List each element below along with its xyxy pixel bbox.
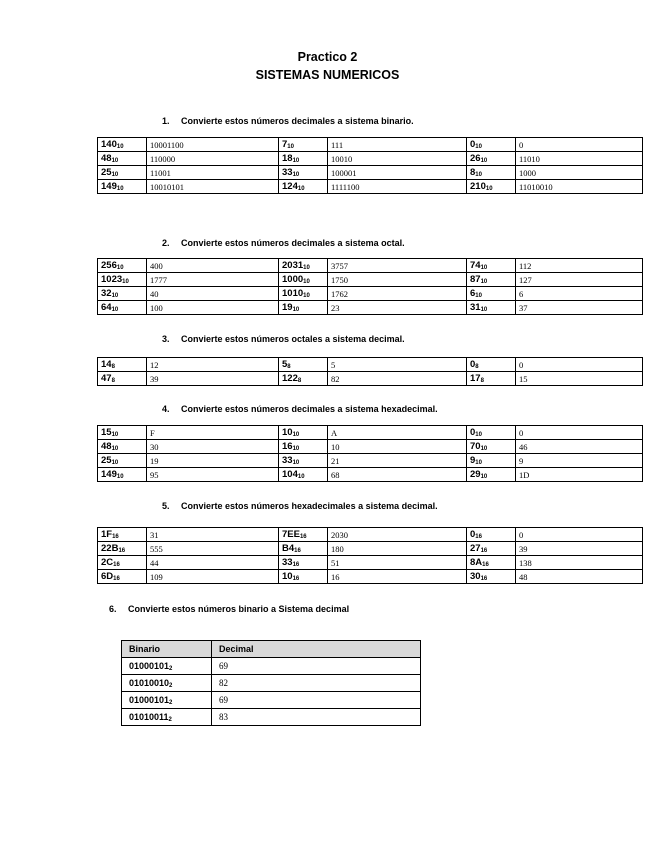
decimal-answer-cell: 69 — [212, 658, 421, 675]
number-value: 32 — [101, 287, 112, 299]
octal-to-decimal-table — [97, 357, 643, 386]
table-row — [98, 426, 643, 440]
table-row — [98, 542, 643, 556]
number-base: 8 — [475, 363, 479, 370]
section-4-heading: 4. Convierte estos números decimales a sistema hexadecimal. — [162, 404, 438, 414]
number-cell — [279, 273, 328, 287]
number-value: 87 — [470, 273, 481, 285]
number-base: 16 — [292, 561, 300, 568]
number-cell — [279, 468, 328, 482]
number-base: 16 — [480, 547, 488, 554]
table-row — [98, 273, 643, 287]
number-value: 1023 — [101, 273, 123, 285]
number-value: 0 — [470, 426, 476, 438]
number-base: 16 — [292, 575, 300, 582]
number-base: 10 — [292, 459, 300, 466]
number-base: 16 — [118, 547, 126, 554]
table-row — [98, 372, 643, 386]
table-header-row — [122, 641, 421, 658]
answer-cell: 15 — [516, 372, 643, 386]
hexadecimal-conversion-table — [97, 425, 643, 482]
binary-number-cell — [122, 658, 212, 675]
answer-cell: 11010010 — [516, 180, 643, 194]
table-row — [98, 468, 643, 482]
number-value: 0 — [470, 138, 476, 150]
number-cell — [98, 273, 147, 287]
number-value: 25 — [101, 454, 112, 466]
number-cell — [279, 426, 328, 440]
number-value: 48 — [101, 440, 112, 452]
answer-cell: 110000 — [147, 152, 279, 166]
number-value: 26 — [470, 152, 481, 164]
number-base: 10 — [475, 431, 482, 438]
number-value: 9 — [470, 454, 476, 466]
number-value: 124 — [282, 180, 298, 192]
number-base: 10 — [292, 157, 300, 164]
answer-cell: 31 — [147, 528, 279, 542]
number-base: 10 — [116, 185, 124, 192]
number-value: 17 — [470, 372, 481, 384]
answer-cell: 400 — [147, 259, 279, 273]
answer-cell: 0 — [516, 358, 643, 372]
number-base: 10 — [480, 278, 488, 285]
table-row — [98, 166, 643, 180]
answer-cell: 109 — [147, 570, 279, 584]
answer-cell: 111 — [328, 138, 467, 152]
number-value: B4 — [282, 542, 295, 554]
binary-value: 01000101 — [129, 661, 170, 671]
number-cell — [467, 138, 516, 152]
number-value: 33 — [282, 166, 293, 178]
page-subtitle: SISTEMAS NUMERICOS — [255, 68, 400, 82]
binary-conversion-table — [97, 137, 643, 194]
octal-conversion-table — [97, 258, 643, 315]
page-title: Practico 2 — [297, 50, 358, 64]
number-base: 10 — [111, 459, 119, 466]
number-base: 8 — [111, 377, 115, 384]
number-base: 10 — [303, 292, 310, 299]
number-base: 10 — [111, 306, 119, 313]
answer-cell: 0 — [516, 528, 643, 542]
number-base: 16 — [482, 561, 489, 568]
number-value: 1F — [101, 528, 113, 540]
section-6-heading: 6. Convierte estos números binario a Sistema decimal — [109, 604, 350, 614]
answer-cell: 1000 — [516, 166, 643, 180]
number-cell — [98, 454, 147, 468]
number-cell — [98, 180, 147, 194]
number-base: 10 — [292, 445, 300, 452]
number-cell — [98, 287, 147, 301]
number-base: 10 — [111, 292, 119, 299]
number-cell — [98, 372, 147, 386]
number-cell — [467, 287, 516, 301]
number-cell — [279, 138, 328, 152]
binary-number-cell — [122, 709, 212, 726]
table-row — [122, 692, 421, 709]
number-value: 30 — [470, 570, 481, 582]
answer-cell: 1111100 — [328, 180, 467, 194]
binary-to-decimal-table — [121, 640, 421, 726]
number-base: 10 — [116, 143, 124, 150]
table-row — [98, 358, 643, 372]
answer-cell: 19 — [147, 454, 279, 468]
number-value: 6D — [101, 570, 114, 582]
number-value: 70 — [470, 440, 481, 452]
answer-cell: 100 — [147, 301, 279, 315]
number-value: 2C — [101, 556, 114, 568]
number-value: 29 — [470, 468, 481, 480]
binary-value: 01010011 — [129, 712, 169, 722]
answer-cell: 112 — [516, 259, 643, 273]
section-1-heading: 1. Convierte estos números decimales a sistema binario. — [162, 116, 414, 126]
number-base: 2 — [169, 666, 173, 672]
answer-cell: 1D — [516, 468, 643, 482]
number-value: 18 — [282, 152, 293, 164]
number-cell — [279, 542, 328, 556]
answer-cell: 68 — [328, 468, 467, 482]
answer-cell: 180 — [328, 542, 467, 556]
answer-cell: F — [147, 426, 279, 440]
answer-cell: 127 — [516, 273, 643, 287]
binary-value: 01000101 — [129, 695, 170, 705]
number-cell — [98, 138, 147, 152]
number-cell — [467, 259, 516, 273]
number-cell — [467, 358, 516, 372]
number-cell — [467, 166, 516, 180]
column-header-binario: Binario — [122, 641, 212, 658]
number-base: 2 — [168, 717, 172, 723]
answer-cell: 12 — [147, 358, 279, 372]
section-5-title: Convierte estos números hexadecimales a sistema decimal. — [181, 501, 438, 511]
answer-cell: 46 — [516, 440, 643, 454]
number-cell — [467, 556, 516, 570]
number-cell — [98, 570, 147, 584]
number-base: 10 — [303, 264, 310, 271]
number-value: 33 — [282, 556, 293, 568]
answer-cell: 3757 — [328, 259, 467, 273]
answer-cell: 9 — [516, 454, 643, 468]
number-value: 104 — [282, 468, 298, 480]
number-base: 16 — [475, 533, 482, 540]
number-cell — [98, 259, 147, 273]
binary-number-cell — [122, 692, 212, 709]
number-cell — [279, 372, 328, 386]
number-cell — [467, 301, 516, 315]
number-value: 1010 — [282, 287, 304, 299]
number-base: 16 — [113, 561, 120, 568]
number-base: 16 — [112, 533, 119, 540]
answer-cell: 138 — [516, 556, 643, 570]
table-row — [122, 675, 421, 692]
table-row — [98, 454, 643, 468]
table-row — [98, 440, 643, 454]
answer-cell: 0 — [516, 426, 643, 440]
number-base: 10 — [475, 171, 482, 178]
number-cell — [467, 152, 516, 166]
number-base: 10 — [292, 306, 300, 313]
number-base: 10 — [116, 473, 124, 480]
number-value: 74 — [470, 259, 481, 271]
table-row — [98, 556, 643, 570]
number-cell — [467, 528, 516, 542]
number-base: 16 — [113, 575, 120, 582]
table-row — [98, 301, 643, 315]
number-cell — [279, 180, 328, 194]
number-cell — [279, 287, 328, 301]
table-row — [98, 287, 643, 301]
number-base: 10 — [111, 157, 119, 164]
answer-cell: 39 — [147, 372, 279, 386]
table-row — [122, 709, 421, 726]
number-base: 10 — [292, 431, 300, 438]
number-value: 8A — [470, 556, 483, 568]
number-base: 16 — [480, 575, 488, 582]
decimal-answer-cell: 83 — [212, 709, 421, 726]
number-base: 10 — [475, 459, 482, 466]
number-base: 10 — [287, 143, 294, 150]
number-cell — [98, 542, 147, 556]
number-value: 19 — [282, 301, 293, 313]
number-cell — [467, 440, 516, 454]
number-cell — [467, 273, 516, 287]
number-value: 25 — [101, 166, 112, 178]
number-value: 0 — [470, 528, 476, 540]
number-cell — [467, 570, 516, 584]
number-base: 10 — [480, 473, 488, 480]
number-base: 16 — [294, 547, 301, 554]
number-base: 10 — [475, 292, 482, 299]
number-base: 10 — [475, 143, 482, 150]
section-3-heading: 3. Convierte estos números octales a sistema decimal. — [162, 334, 405, 344]
number-base: 10 — [297, 473, 305, 480]
number-cell — [279, 570, 328, 584]
number-cell — [279, 528, 328, 542]
number-value: 7EE — [282, 528, 300, 540]
number-cell — [98, 166, 147, 180]
number-value: 27 — [470, 542, 481, 554]
number-value: 15 — [101, 426, 112, 438]
table-row — [98, 138, 643, 152]
number-cell — [279, 259, 328, 273]
number-base: 10 — [122, 278, 129, 285]
number-value: 0 — [470, 358, 476, 370]
section-5-heading: 5. Convierte estos números hexadecimales a sistema decimal. — [162, 501, 438, 511]
answer-cell: 2030 — [328, 528, 467, 542]
section-2-title: Convierte estos números decimales a sistema octal. — [181, 238, 405, 248]
number-value: 210 — [470, 180, 486, 192]
number-base: 10 — [303, 278, 310, 285]
number-value: 22B — [101, 542, 119, 554]
answer-cell: 39 — [516, 542, 643, 556]
number-cell — [98, 440, 147, 454]
answer-cell: 10001100 — [147, 138, 279, 152]
answer-cell: 48 — [516, 570, 643, 584]
decimal-answer-cell: 82 — [212, 675, 421, 692]
answer-cell: 95 — [147, 468, 279, 482]
number-base: 2 — [169, 683, 173, 689]
decimal-answer-cell: 69 — [212, 692, 421, 709]
number-value: 2031 — [282, 259, 304, 271]
number-cell — [98, 152, 147, 166]
number-cell — [279, 440, 328, 454]
number-cell — [98, 358, 147, 372]
number-base: 8 — [480, 377, 484, 384]
number-base: 10 — [116, 264, 124, 271]
answer-cell: 82 — [328, 372, 467, 386]
number-value: 47 — [101, 372, 112, 384]
number-base: 10 — [485, 185, 493, 192]
table-row — [98, 180, 643, 194]
number-cell — [279, 166, 328, 180]
table-row — [98, 570, 643, 584]
answer-cell: 23 — [328, 301, 467, 315]
number-base: 2 — [169, 700, 173, 706]
number-base: 10 — [111, 431, 119, 438]
answer-cell: 1750 — [328, 273, 467, 287]
answer-cell: A — [328, 426, 467, 440]
number-value: 10 — [282, 570, 293, 582]
number-base: 10 — [111, 445, 119, 452]
column-header-decimal: Decimal — [212, 641, 421, 658]
answer-cell: 555 — [147, 542, 279, 556]
answer-cell: 37 — [516, 301, 643, 315]
number-cell — [467, 542, 516, 556]
number-cell — [98, 556, 147, 570]
answer-cell: 10010 — [328, 152, 467, 166]
answer-cell: 0 — [516, 138, 643, 152]
answer-cell: 11001 — [147, 166, 279, 180]
section-6-title: Convierte estos números binario a Sistema decimal — [128, 604, 350, 614]
number-cell — [98, 301, 147, 315]
section-2-heading: 2. Convierte estos números decimales a sistema octal. — [162, 238, 405, 248]
number-base: 8 — [287, 363, 291, 370]
number-cell — [467, 454, 516, 468]
answer-cell: 11010 — [516, 152, 643, 166]
number-value: 64 — [101, 301, 112, 313]
number-base: 10 — [292, 171, 300, 178]
number-value: 7 — [282, 138, 288, 150]
answer-cell: 40 — [147, 287, 279, 301]
number-base: 10 — [297, 185, 305, 192]
table-row — [98, 152, 643, 166]
number-value: 1000 — [282, 273, 304, 285]
section-1-title: Convierte estos números decimales a sistema binario. — [181, 116, 414, 126]
number-cell — [467, 426, 516, 440]
number-value: 8 — [470, 166, 476, 178]
answer-cell: 5 — [328, 358, 467, 372]
answer-cell: 16 — [328, 570, 467, 584]
binary-number-cell — [122, 675, 212, 692]
number-base: 16 — [299, 533, 307, 540]
number-base: 8 — [297, 377, 302, 384]
number-base: 10 — [480, 306, 488, 313]
number-value: 149 — [101, 468, 117, 480]
number-cell — [279, 358, 328, 372]
number-value: 14 — [101, 358, 112, 370]
table-row — [98, 259, 643, 273]
number-value: 6 — [470, 287, 476, 299]
number-value: 256 — [101, 259, 117, 271]
number-value: 149 — [101, 180, 117, 192]
number-base: 8 — [111, 363, 115, 370]
section-3-title: Convierte estos números octales a sistema decimal. — [181, 334, 405, 344]
table-row — [122, 658, 421, 675]
answer-cell: 6 — [516, 287, 643, 301]
number-cell — [467, 372, 516, 386]
number-base: 10 — [480, 157, 488, 164]
number-cell — [279, 556, 328, 570]
binary-value: 01010010 — [129, 678, 170, 688]
number-base: 10 — [111, 171, 119, 178]
number-cell — [467, 468, 516, 482]
number-value: 122 — [282, 372, 298, 384]
number-cell — [279, 152, 328, 166]
number-base: 10 — [480, 445, 488, 452]
number-value: 31 — [470, 301, 481, 313]
number-value: 33 — [282, 454, 293, 466]
number-cell — [98, 468, 147, 482]
section-4-title: Convierte estos números decimales a sistema hexadecimal. — [181, 404, 438, 414]
table-row — [98, 528, 643, 542]
number-value: 48 — [101, 152, 112, 164]
answer-cell: 30 — [147, 440, 279, 454]
answer-cell: 51 — [328, 556, 467, 570]
answer-cell: 44 — [147, 556, 279, 570]
answer-cell: 10010101 — [147, 180, 279, 194]
number-cell — [98, 528, 147, 542]
number-value: 16 — [282, 440, 293, 452]
number-value: 140 — [101, 138, 117, 150]
number-value: 10 — [282, 426, 293, 438]
hex-to-decimal-table — [97, 527, 643, 584]
number-value: 5 — [282, 358, 288, 370]
number-cell — [98, 426, 147, 440]
answer-cell: 1777 — [147, 273, 279, 287]
answer-cell: 10 — [328, 440, 467, 454]
number-base: 10 — [480, 264, 488, 271]
number-cell — [279, 454, 328, 468]
answer-cell: 1762 — [328, 287, 467, 301]
answer-cell: 100001 — [328, 166, 467, 180]
number-cell — [279, 301, 328, 315]
number-cell — [467, 180, 516, 194]
answer-cell: 21 — [328, 454, 467, 468]
